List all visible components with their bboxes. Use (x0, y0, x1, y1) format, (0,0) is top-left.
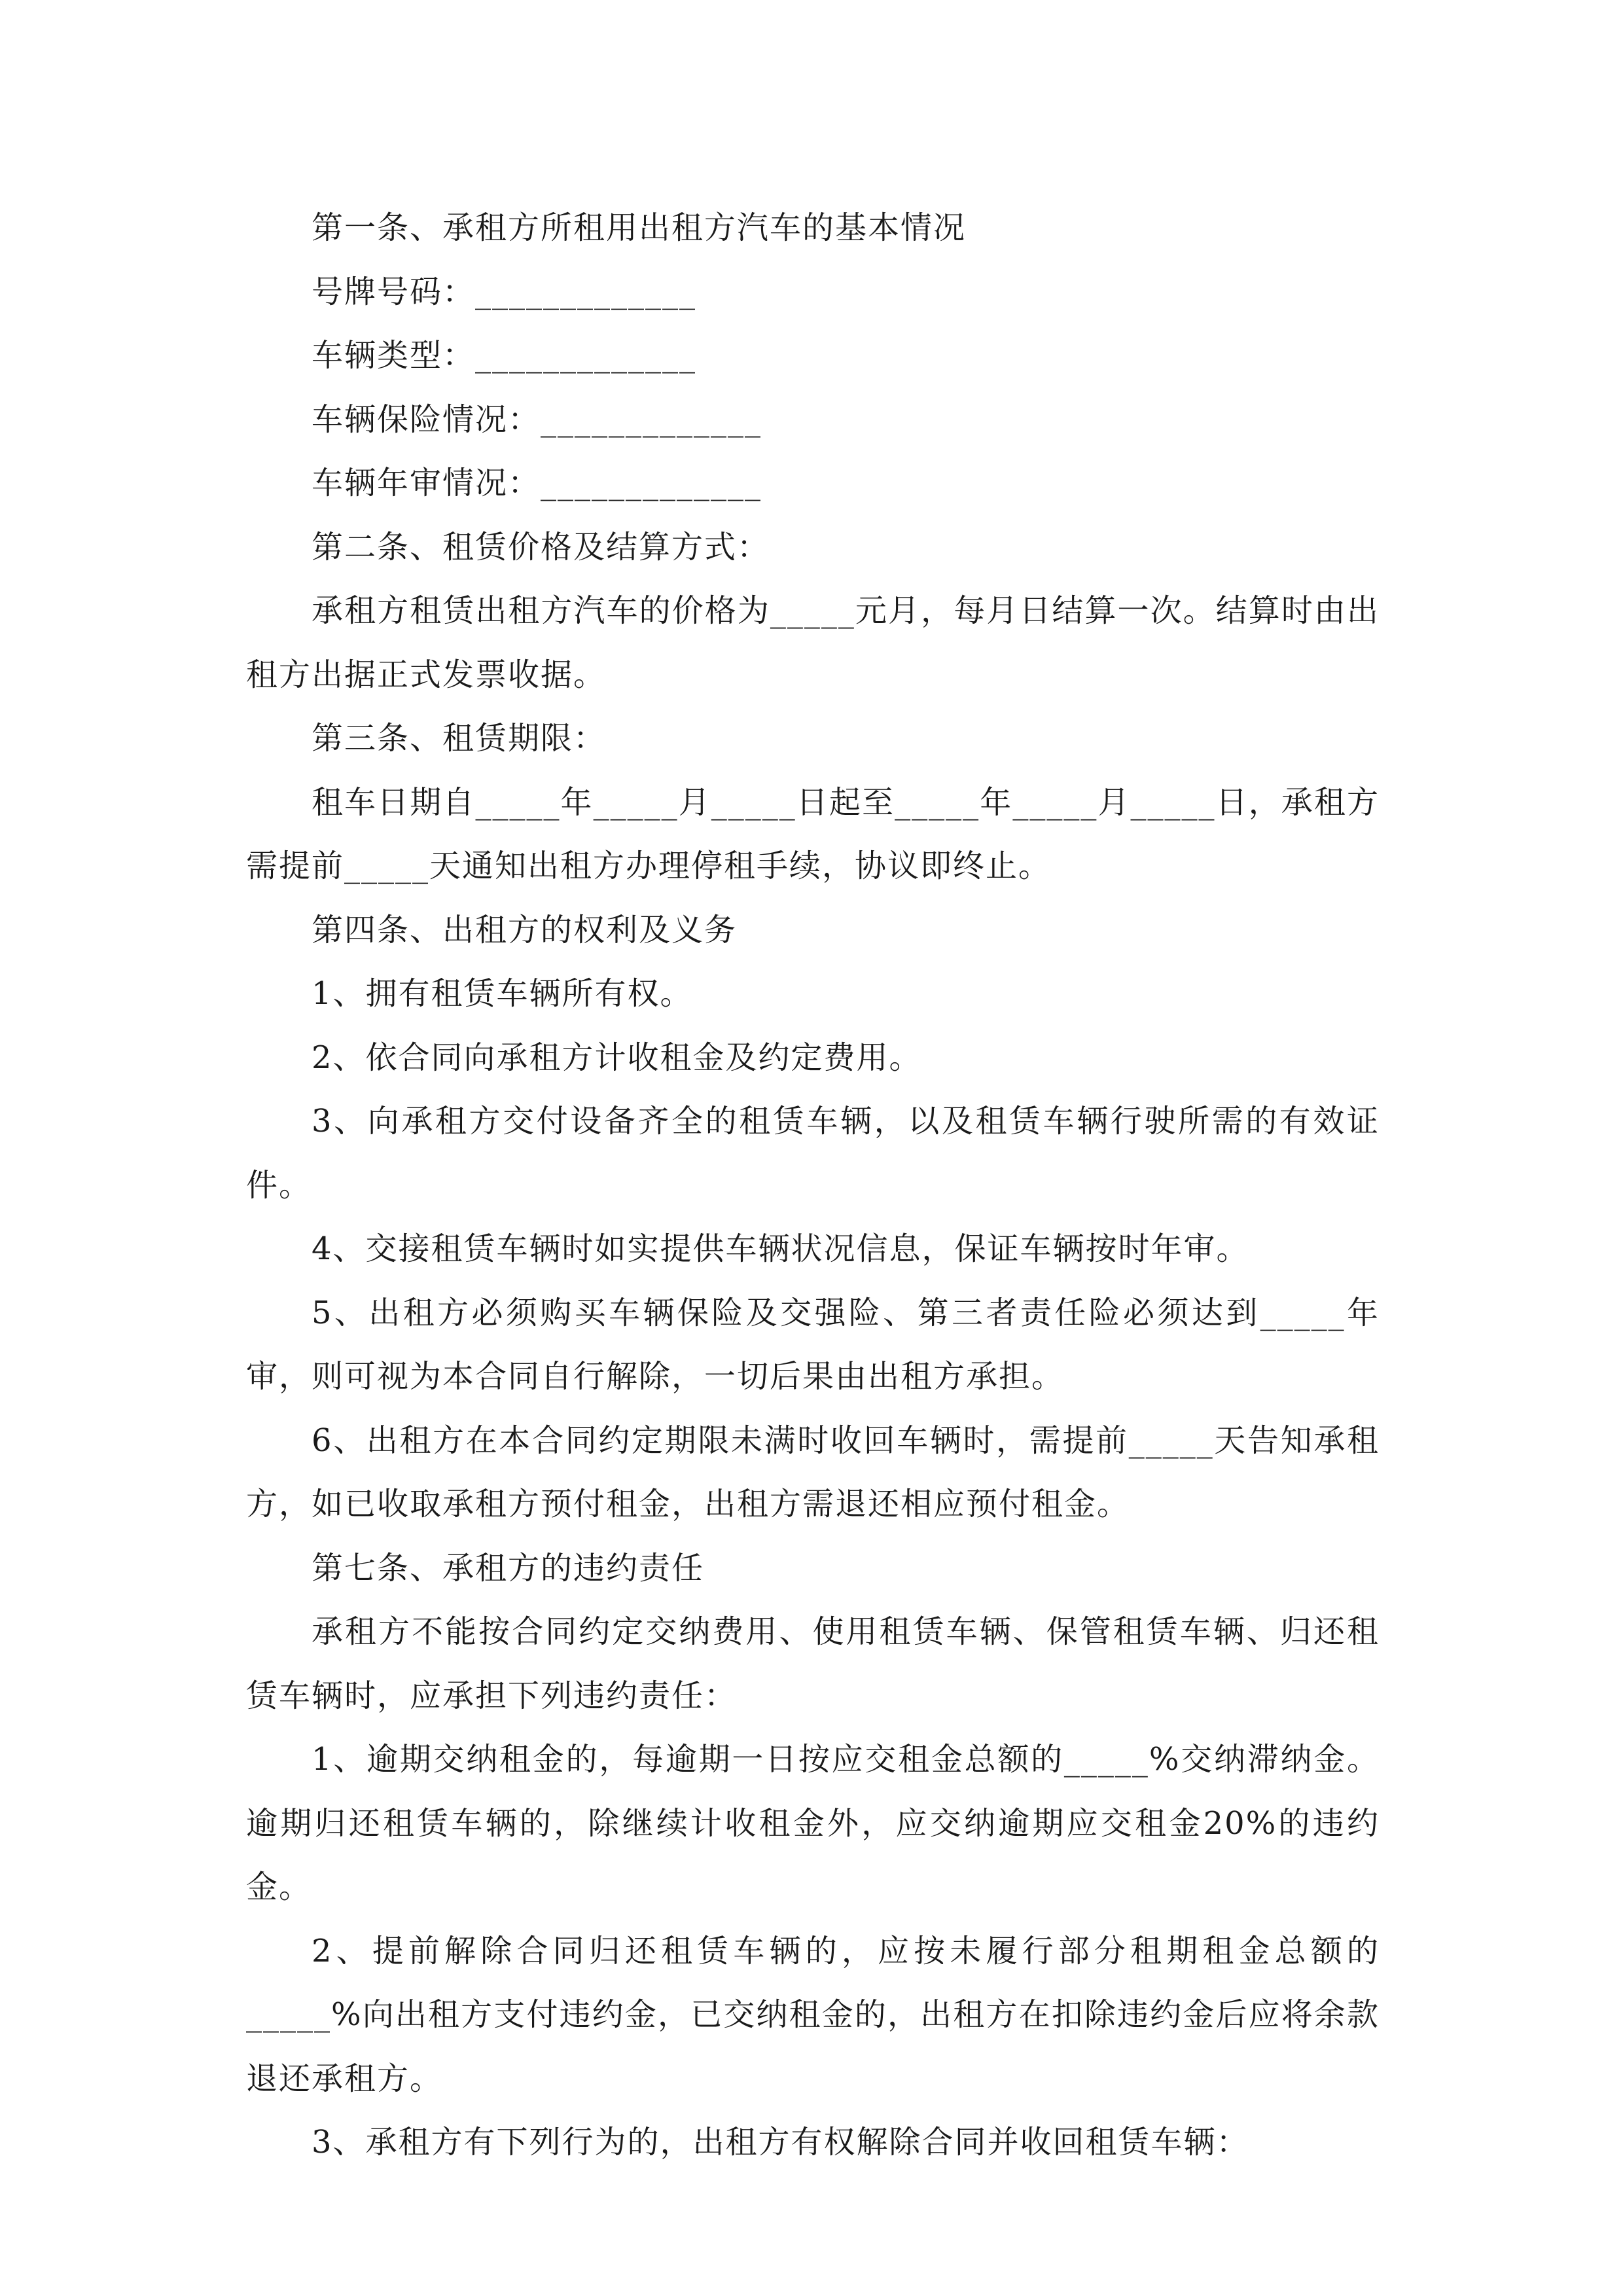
lessee-liability-intro: 承租方不能按合同约定交纳费用、使用租赁车辆、保管租赁车辆、归还租赁车辆时，应承担下列违约责任： (246, 1613, 1380, 1714)
lessor-clause-5: 5、出租方必须购买车辆保险及交强险、第三者责任险必须达到_____年审，则可视为本合同自行解除，一切后果由出租方承担。 (246, 1294, 1380, 1395)
lessor-clause-1: 1、拥有租赁车辆所有权。 (312, 975, 693, 1012)
lessee-liability-clause-1: 1、逾期交纳租金的，每逾期一日按应交租金总额的_____%交纳滞纳金。逾期归还租赁车辆的，除继续计收租金外，应交纳逾期应交租金20%的违约金。 (246, 1741, 1380, 1905)
lessee-liability-clause-3: 3、承租方有下列行为的，出租方有权解除合同并收回租赁车辆： (312, 2124, 1249, 2161)
article-7-heading: 第七条、承租方的违约责任 (312, 1549, 705, 1587)
article-3-heading: 第三条、租赁期限： (312, 720, 607, 757)
lessor-clause-6: 6、出租方在本合同约定期限未满时收回车辆时，需提前_____天告知承租方，如已收取承租方预付租金，出租方需退还相应预付租金。 (246, 1422, 1380, 1522)
lessor-clause-3: 3、向承租方交付设备齐全的租赁车辆，以及租赁车辆行驶所需的有效证件。 (246, 1103, 1380, 1204)
vehicle-inspection-line: 车辆年审情况：_____________ (312, 465, 762, 501)
plate-number-line: 号牌号码：_____________ (312, 273, 697, 310)
rental-period-paragraph: 租车日期自_____年_____月_____日起至_____年_____月_____日，承租方需提前_____天通知出租方办理停租手续，协议即终止。 (246, 783, 1380, 884)
lessor-clause-4: 4、交接租赁车辆时如实提供车辆状况信息，保证车辆按时年审。 (312, 1230, 1249, 1267)
article-4-heading: 第四条、出租方的权利及义务 (312, 911, 738, 948)
vehicle-type-line: 车辆类型：_____________ (312, 337, 697, 374)
lessee-liability-clause-2: 2、提前解除合同归还租赁车辆的，应按未履行部分租期租金总额的_____%向出租方支付违约金，已交纳租金的，出租方在扣除违约金后应将余款退还承租方。 (246, 1932, 1380, 2097)
lessor-clause-2: 2、依合同向承租方计收租金及约定费用。 (312, 1039, 922, 1076)
article-1-heading: 第一条、承租方所租用出租方汽车的基本情况 (312, 209, 967, 246)
rental-price-paragraph: 承租方租赁出租方汽车的价格为_____元月，每月日结算一次。结算时由出租方出据正式发票收据。 (246, 592, 1380, 693)
article-2-heading: 第二条、租赁价格及结算方式： (312, 528, 770, 565)
contract-body (246, 196, 1380, 2175)
vehicle-insurance-line: 车辆保险情况：_____________ (312, 401, 762, 438)
